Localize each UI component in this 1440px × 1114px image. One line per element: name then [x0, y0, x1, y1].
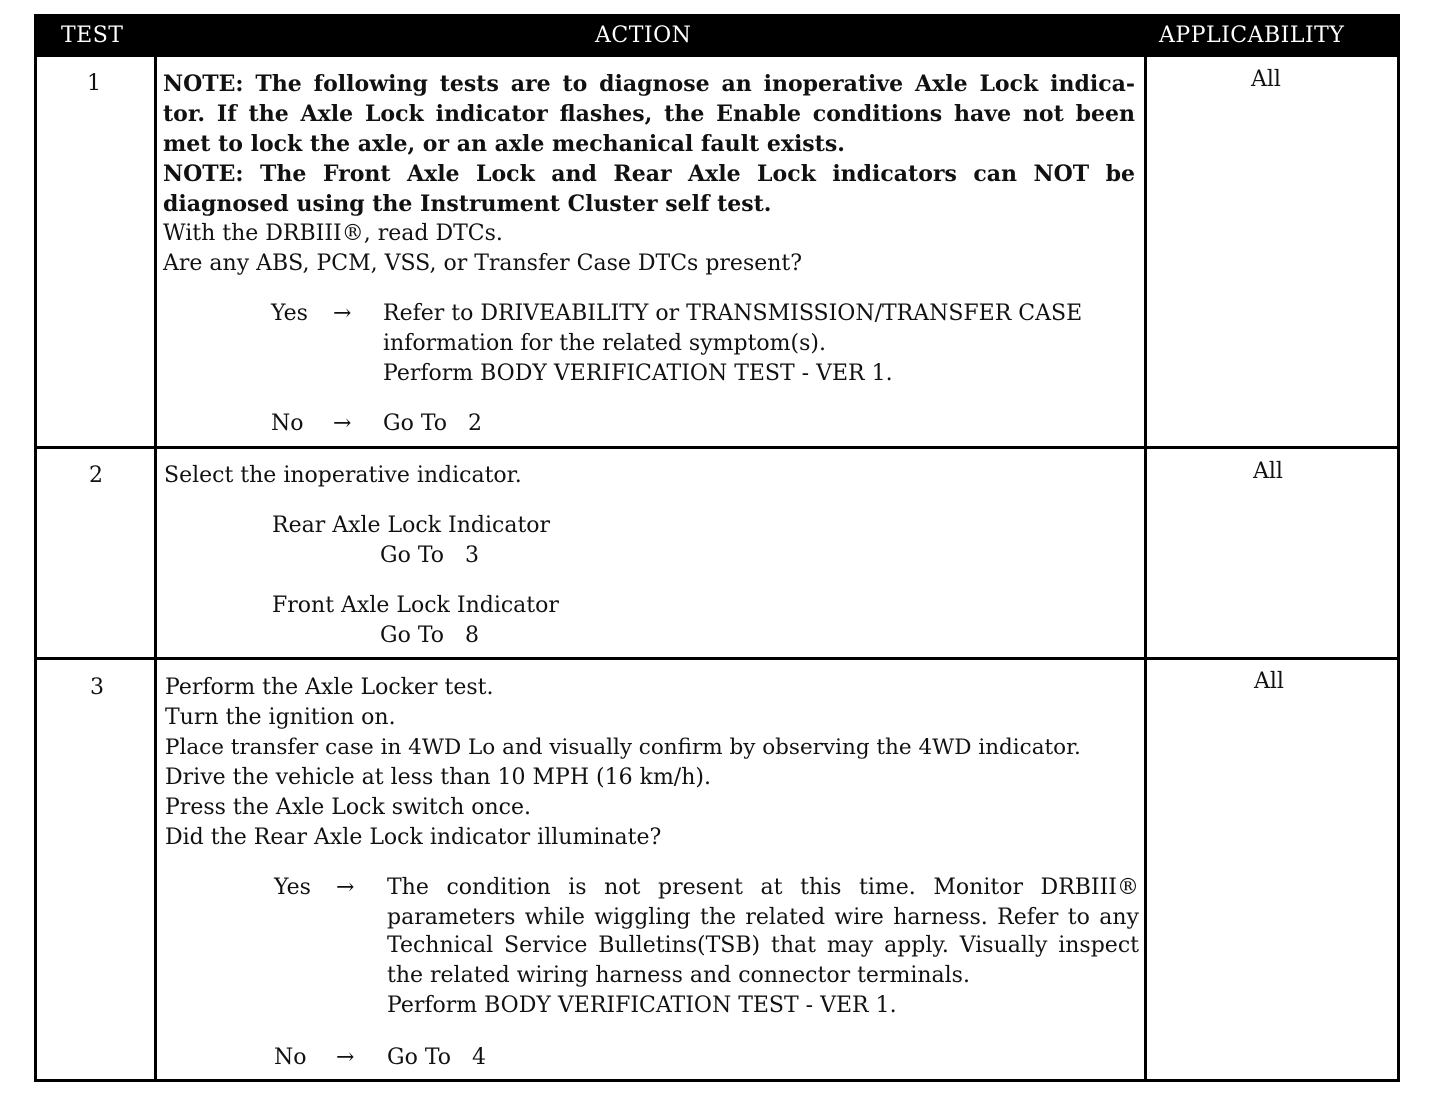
applicability-value: All: [1254, 669, 1284, 694]
instruction-text: Press the Axle Lock switch once.: [165, 795, 532, 820]
note-text: tor. If the Axle Lock indicator flashes, the Enable conditions have not been: [163, 101, 1135, 127]
yes-result: Perform BODY VERIFICATION TEST - VER 1.: [383, 361, 893, 386]
question-text: Did the Rear Axle Lock indicator illuminate?: [165, 825, 662, 850]
column-divider: [1144, 57, 1147, 1082]
goto-link: Go To 3: [380, 543, 479, 568]
instruction-text: With the DRBIII®, read DTCs.: [163, 221, 503, 246]
row-divider: [37, 657, 1397, 660]
note-text: NOTE: The Front Axle Lock and Rear Axle Lock indicators can NOT be: [163, 161, 1135, 187]
arrow-icon: →: [333, 301, 352, 326]
no-label: No: [274, 1045, 307, 1070]
header-applicability: APPLICABILITY: [1159, 23, 1345, 48]
arrow-icon: →: [336, 875, 355, 900]
note-text: diagnosed using the Instrument Cluster self test.: [163, 191, 772, 217]
yes-result: information for the related symptom(s).: [383, 331, 826, 356]
instruction-text: Drive the vehicle at less than 10 MPH (16 km/h).: [165, 765, 711, 790]
test-number: 1: [87, 71, 101, 96]
yes-result: The condition is not present at this time. Monitor DRBIII®: [387, 875, 1139, 900]
header-action: ACTION: [595, 23, 692, 48]
yes-result: parameters while wiggling the related wire harness. Refer to any: [387, 905, 1139, 930]
test-number: 2: [89, 463, 103, 488]
yes-label: Yes: [271, 301, 308, 326]
header-test: TEST: [61, 23, 124, 48]
arrow-icon: →: [336, 1045, 355, 1070]
yes-result: the related wiring harness and connector terminals.: [387, 963, 970, 988]
arrow-icon: →: [333, 411, 352, 436]
yes-result: Technical Service Bulletins(TSB) that may apply. Visually inspect: [387, 933, 1139, 958]
applicability-value: All: [1251, 67, 1281, 92]
yes-result: Refer to DRIVEABILITY or TRANSMISSION/TRANSFER CASE: [383, 301, 1083, 326]
table-header: [37, 17, 1397, 57]
instruction-text: Select the inoperative indicator.: [164, 463, 522, 488]
option-label: Front Axle Lock Indicator: [272, 593, 559, 618]
instruction-text: Place transfer case in 4WD Lo and visually confirm by observing the 4WD indicator.: [165, 735, 1081, 760]
applicability-value: All: [1253, 459, 1283, 484]
question-text: Are any ABS, PCM, VSS, or Transfer Case DTCs present?: [163, 251, 803, 276]
diagnostic-table: [34, 14, 1400, 1082]
no-label: No: [271, 411, 304, 436]
note-text: met to lock the axle, or an axle mechanical fault exists.: [163, 131, 845, 157]
test-number: 3: [90, 675, 104, 700]
note-text: NOTE: The following tests are to diagnose an inoperative Axle Lock indica-: [163, 71, 1135, 97]
yes-label: Yes: [274, 875, 311, 900]
option-label: Rear Axle Lock Indicator: [272, 513, 551, 538]
row-divider: [37, 446, 1397, 449]
goto-link: Go To 2: [383, 411, 482, 436]
goto-link: Go To 8: [380, 623, 479, 648]
column-divider: [154, 57, 157, 1082]
yes-result: Perform BODY VERIFICATION TEST - VER 1.: [387, 993, 897, 1018]
instruction-text: Perform the Axle Locker test.: [165, 675, 494, 700]
instruction-text: Turn the ignition on.: [165, 705, 396, 730]
goto-link: Go To 4: [387, 1045, 486, 1070]
